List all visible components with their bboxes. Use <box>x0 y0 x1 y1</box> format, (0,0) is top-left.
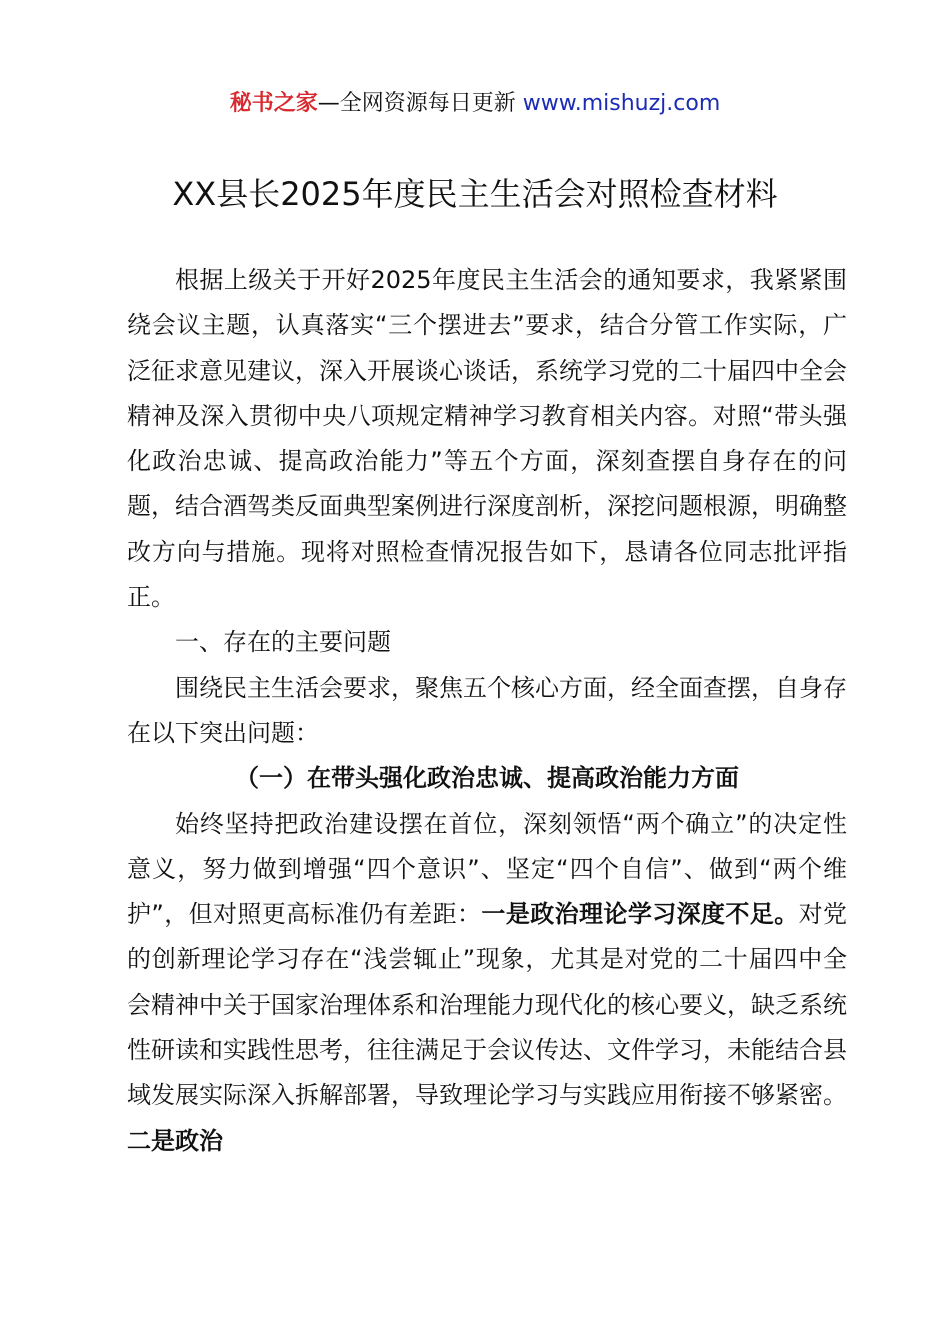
document-body <box>127 258 847 1164</box>
subsection-one-heading: （一）在带头强化政治忠诚、提高政治能力方面 <box>235 764 739 793</box>
site-header <box>0 86 950 122</box>
site-tagline: —全网资源每日更新 <box>317 91 523 116</box>
intro-paragraph: 根据上级关于开好2025年度民主生活会的通知要求，我紧紧围绕会议主题，认真落实“三个摆进去”要求，结合分管工作实际，广泛征求意见建议，深入开展谈心谈话，系统学习党的二十届四中全会精神及深入贯彻中央八项规定精神学习教育相关内容。对照“带头强化政治忠诚、提高政治能力”等五个方面，深刻查摆自身存在的问题，结合酒驾类反面典型案例进行深度剖析，深挖问题根源，明确整改方向与措施。现将对照检查情况报告如下，恳请各位同志批评指正。 <box>127 266 847 612</box>
section-one-intro: 围绕民主生活会要求，聚焦五个核心方面，经全面查摆，自身存在以下突出问题： <box>127 673 847 747</box>
document-title: XX县长2025年度民主生活会对照检查材料 <box>172 175 778 213</box>
section-one-heading: 一、存在的主要问题 <box>175 628 391 657</box>
point-one-label: 一是政治理论学习深度不足。 <box>481 900 799 929</box>
point-two-label: 二是政治 <box>127 1126 223 1155</box>
subsection-one-lead: 始终坚持把政治建设摆在首位，深刻领悟“两个确立”的决定性意义，努力做到增强“四个意识”、坚定“四个自信”、做到“两个维护”，但对照更高标准仍有差距： <box>127 809 847 929</box>
subsection-one-paragraph <box>127 802 847 1164</box>
site-url[interactable]: www.mishuzj.com <box>522 91 721 116</box>
point-one-text: 对党的创新理论学习存在“浅尝辄止”现象，尤其是对党的二十届四中全会精神中关于国家治理体系和治理能力现代化的核心要义，缺乏系统性研读和实践性思考，往往满足于会议传达、文件学习，未能结合县域发展实际深入拆解部署，导致理论学习与实践应用衔接不够紧密。 <box>127 900 848 1110</box>
site-brand: 秘书之家 <box>229 91 318 116</box>
